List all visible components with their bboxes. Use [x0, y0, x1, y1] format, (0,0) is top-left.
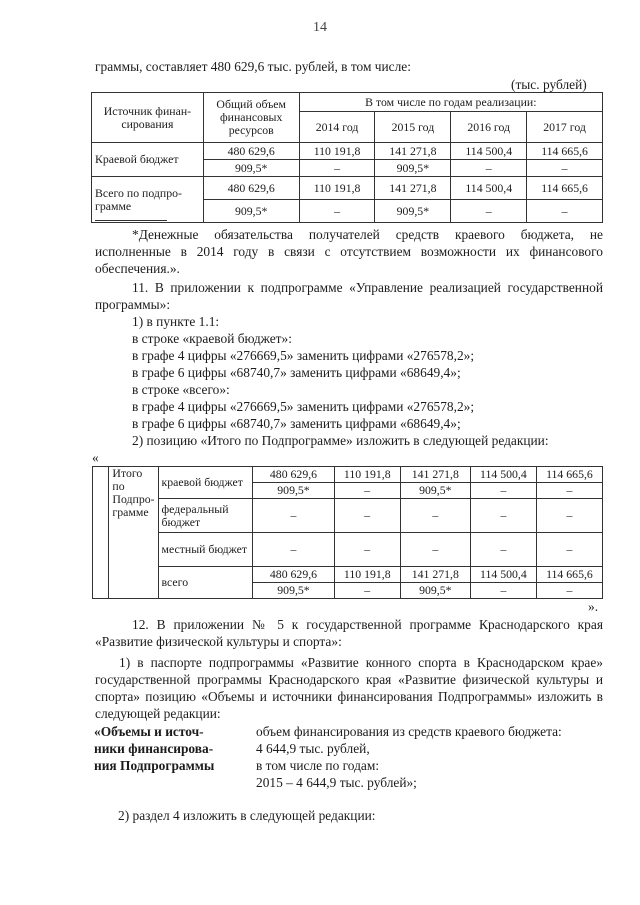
cell: 114 500,4: [451, 177, 527, 200]
header-year: 2016 год: [451, 112, 527, 143]
subprogram-total-table: [92, 466, 603, 599]
cell: 909,5*: [375, 200, 451, 223]
paragraph-11-column-6: в графе 6 цифры «68740,7» заменить цифрами «68649,4»;: [132, 416, 461, 431]
header-total: Общий объем финансовых ресурсов: [203, 93, 299, 143]
cell: 480 629,6: [203, 177, 299, 200]
cell: 114 500,4: [470, 467, 536, 483]
subprogram-label: Итого по Подпро-грамме: [109, 467, 158, 599]
cell: 110 191,8: [299, 143, 375, 160]
row-name: всего: [158, 567, 253, 599]
open-quote: «: [92, 450, 99, 465]
row-label: Краевой бюджет: [92, 143, 204, 177]
header-source: Источник финан-сирования: [92, 93, 204, 143]
cell: –: [334, 533, 400, 567]
page-number: 14: [313, 20, 327, 35]
row-name: краевой бюджет: [158, 467, 253, 499]
cell: 909,5*: [400, 583, 470, 599]
cell: –: [527, 200, 603, 223]
cell: 114 665,6: [527, 177, 603, 200]
cell: –: [400, 499, 470, 533]
cell: –: [451, 200, 527, 223]
cell: –: [536, 499, 602, 533]
footnote-separator: [95, 220, 167, 221]
cell: –: [470, 583, 536, 599]
paragraph-11-row-regional: в строке «краевой бюджет»:: [132, 331, 292, 346]
cell: 480 629,6: [203, 143, 299, 160]
passport-label: «Объемы и источ-: [94, 724, 204, 739]
cell: –: [527, 160, 603, 177]
cell: –: [470, 483, 536, 499]
paragraph-12-item-2: 2) раздел 4 изложить в следующей редакции:: [118, 808, 376, 823]
cell: 110 191,8: [299, 177, 375, 200]
cell: –: [299, 200, 375, 223]
paragraph-11: 11. В приложении к подпрограмме «Управление реализацией государственной программы»:: [95, 280, 603, 312]
cell: 909,5*: [375, 160, 451, 177]
cell: –: [470, 533, 536, 567]
paragraph-11-row-total: в строке «всего»:: [132, 382, 230, 397]
passport-value: объем финансирования из средств краевого бюджета:: [256, 724, 562, 739]
row-name: местный бюджет: [158, 533, 253, 567]
cell: –: [253, 533, 334, 567]
cell: 110 191,8: [334, 567, 400, 583]
cell: –: [470, 499, 536, 533]
cell: –: [334, 483, 400, 499]
cell: –: [536, 533, 602, 567]
cell: 141 271,8: [400, 567, 470, 583]
cell: 141 271,8: [375, 143, 451, 160]
cell: 909,5*: [203, 200, 299, 223]
cell: 114 665,6: [527, 143, 603, 160]
cell: 141 271,8: [375, 177, 451, 200]
cell: 114 665,6: [536, 467, 602, 483]
header-year: 2015 год: [375, 112, 451, 143]
cell: –: [400, 533, 470, 567]
cell: –: [536, 483, 602, 499]
cell: 114 500,4: [470, 567, 536, 583]
cell: –: [451, 160, 527, 177]
row-name: федеральный бюджет: [158, 499, 253, 533]
close-quote: ».: [588, 599, 599, 614]
passport-label: ния Подпрограммы: [94, 758, 215, 773]
cell: 480 629,6: [253, 467, 334, 483]
footnote-text: *Денежные обязательства получателей средств краевого бюджета, не исполненные в 2014 году в связи с отсутствием возможности их финансового обеспечения.».: [95, 227, 603, 276]
cell: 909,5*: [203, 160, 299, 177]
cell: –: [334, 583, 400, 599]
cell: 909,5*: [253, 483, 334, 499]
paragraph-11-column-6: в графе 6 цифры «68740,7» заменить цифрами «68649,4»;: [132, 365, 461, 380]
paragraph-11-item-2: 2) позицию «Итого по Подпрограмме» изложить в следующей редакции:: [132, 433, 549, 448]
paragraph-11-column-4: в графе 4 цифры «276669,5» заменить цифрами «276578,2»;: [132, 348, 475, 363]
unit-label: (тыс. рублей): [511, 77, 587, 92]
cell: 480 629,6: [253, 567, 334, 583]
passport-value: в том числе по годам:: [256, 758, 380, 773]
cell: 110 191,8: [334, 467, 400, 483]
paragraph-12: 12. В приложении № 5 к государственной программе Краснодарского края «Развитие физической культуры и спорта»:: [95, 617, 603, 649]
paragraph-11-item-1: 1) в пункте 1.1:: [132, 314, 220, 329]
passport-value: 2015 – 4 644,9 тыс. рублей»;: [256, 775, 417, 790]
cell: –: [334, 499, 400, 533]
header-year: 2014 год: [299, 112, 375, 143]
passport-label: ники финансирова-: [94, 741, 214, 756]
paragraph-12-item-1: 1) в паспорте подпрограммы «Развитие конного спорта в Краснодарском крае» государственной программы Краснодарского края «Развитие физической культуры и спорта» позицию «Объемы и источники финансирования Подпрограммы» изложить в следующей редакции:: [95, 655, 603, 721]
header-years: В том числе по годам реализации:: [299, 93, 602, 112]
cell: 114 500,4: [451, 143, 527, 160]
cell: –: [536, 583, 602, 599]
paragraph-11-column-4: в графе 4 цифры «276669,5» заменить цифрами «276578,2»;: [132, 399, 475, 414]
cell: 909,5*: [253, 583, 334, 599]
cell: –: [253, 499, 334, 533]
row-label: Всего по подпро-грамме: [92, 177, 204, 223]
intro-line: граммы, составляет 480 629,6 тыс. рублей, в том числе:: [95, 59, 411, 74]
empty-cell: [93, 467, 109, 599]
financing-table: [91, 92, 603, 223]
cell: –: [299, 160, 375, 177]
cell: 909,5*: [400, 483, 470, 499]
header-year: 2017 год: [527, 112, 603, 143]
cell: 141 271,8: [400, 467, 470, 483]
cell: 114 665,6: [536, 567, 602, 583]
passport-value: 4 644,9 тыс. рублей,: [256, 741, 370, 756]
